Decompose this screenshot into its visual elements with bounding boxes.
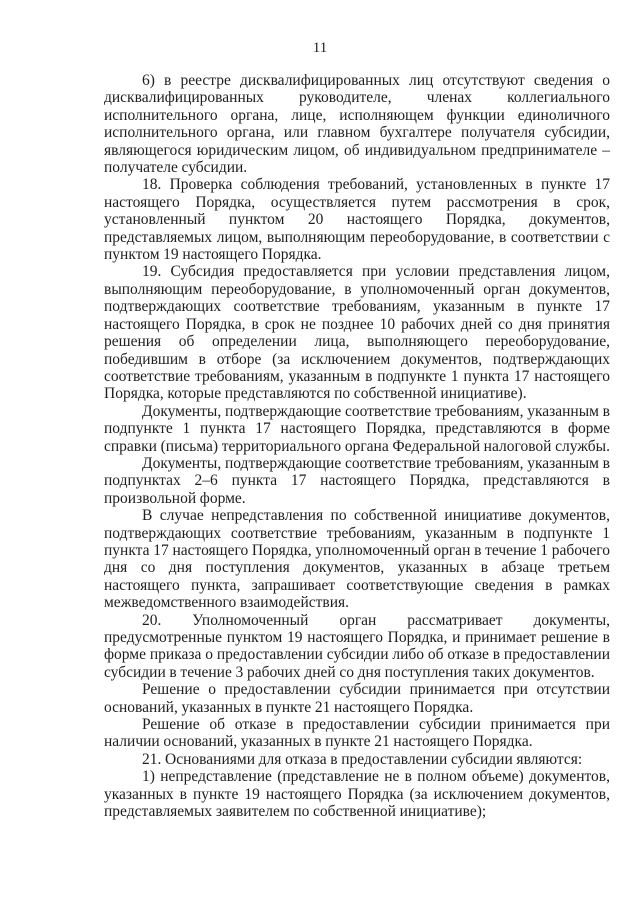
paragraph-clause-19-tax-certificate: Документы, подтверждающие соответствие требованиям, указанным в подпункте 1 пункта 17 настоящего Порядка, представляются в форме справки (письма) территориального органа Федеральной налоговой службы. <box>104 402 610 455</box>
page-number: 11 <box>312 40 328 56</box>
paragraph-item-6: 6) в реестре дисквалифицированных лиц отсутствуют сведения о дисквалифицированных руководителе, членах коллегиального исполнительного органа, лице, исполняющем функции единоличного исполнительного органа, или главном бухгалтере получателя субсидии, являющегося юридическим лицом, об индивидуальном предпринимателе – получателе субсидии. <box>104 72 610 177</box>
paragraph-clause-20-refusal: Решение об отказе в предоставлении субсидии принимается при наличии оснований, указанных в пункте 21 настоящего Порядка. <box>104 716 610 751</box>
paragraph-clause-20: 20. Уполномоченный орган рассматривает документы, предусмотренные пунктом 19 настоящего Порядка, и принимает решение в форме приказа о предоставлении субсидии либо об отказе в предоставлении субсидии в течение 3 рабочих дней со дня поступления таких документов. <box>104 611 610 681</box>
paragraph-clause-19-free-form: Документы, подтверждающие соответствие требованиям, указанным в подпунктах 2–6 пункта 17 настоящего Порядка, представляются в произвольной форме. <box>104 454 610 507</box>
paragraph-clause-19-interagency: В случае непредставления по собственной инициативе документов, подтверждающих соответствие требованиям, указанным в подпункте 1 пункта 17 настоящего Порядка, уполномоченный орган в течение 1 рабочего дня со дня поступления документов, указанных в абзаце третьем настоящего пункта, запрашивает соответствующие сведения в рамках межведомственного взаимодействия. <box>104 507 610 612</box>
document-body <box>104 72 610 820</box>
paragraph-clause-20-grant: Решение о предоставлении субсидии принимается при отсутствии оснований, указанных в пункте 21 настоящего Порядка. <box>104 681 610 716</box>
paragraph-clause-18: 18. Проверка соблюдения требований, установленных в пункте 17 настоящего Порядка, осуществляется путем рассмотрения в срок, установленный пунктом 20 настоящего Порядка, документов, представляемых лицом, выполняющим переоборудование, в соответствии с пунктом 19 настоящего Порядка. <box>104 176 610 264</box>
paragraph-clause-21: 21. Основаниями для отказа в предоставлении субсидии являются: <box>142 750 583 768</box>
paragraph-clause-19: 19. Субсидия предоставляется при условии представления лицом, выполняющим переоборудование, в уполномоченный орган документов, подтверждающих соответствие требованиям, указанным в пункте 17 настоящего Порядка, в срок не позднее 10 рабочих дней со дня принятия решения об определении лица, выполняющего переоборудование, победившим в отборе (за исключением документов, подтверждающих соответствие требованиям, указанным в подпункте 1 пункта 17 настоящего Порядка, которые представляются по собственной инициативе). <box>104 263 610 403</box>
paragraph-clause-21-item-1: 1) непредставление (представление не в полном объеме) документов, указанных в пункте 19 настоящего Порядка (за исключением документов, представляемых заявителем по собственной инициативе); <box>104 768 610 821</box>
